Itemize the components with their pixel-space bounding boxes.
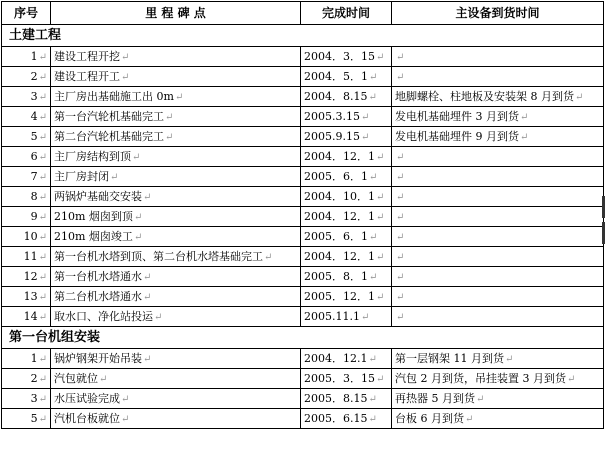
- cell-milestone: [51, 107, 301, 127]
- paragraph-mark-icon: ↵: [376, 191, 385, 203]
- paragraph-mark-icon: ↵: [376, 51, 385, 63]
- cell-equipment: [392, 127, 604, 147]
- paragraph-mark-icon: ↵: [396, 151, 405, 163]
- paragraph-mark-icon: ↵: [38, 111, 47, 123]
- cell-date: [301, 127, 392, 147]
- cell-date-text: 2004．12.1: [304, 351, 368, 365]
- cell-date-text: 2005．6．1: [304, 229, 368, 243]
- paragraph-mark-icon: ↵: [505, 353, 514, 365]
- cell-no: [2, 47, 51, 67]
- paragraph-mark-icon: ↵: [38, 271, 47, 283]
- cell-no-text: 8: [30, 189, 38, 203]
- paragraph-mark-icon: ↵: [396, 171, 405, 183]
- paragraph-mark-icon: ↵: [121, 71, 130, 83]
- paragraph-mark-icon: ↵: [396, 311, 405, 323]
- cell-equipment: [392, 349, 604, 369]
- table-row: [2, 389, 604, 409]
- paragraph-mark-icon: ↵: [520, 131, 529, 143]
- cell-no: [2, 147, 51, 167]
- cell-equipment-text: 地脚螺栓、柱地板及安装架 8 月到货: [395, 89, 574, 103]
- cell-no-text: 7: [30, 169, 38, 183]
- cell-date: [301, 287, 392, 307]
- cell-date: [301, 369, 392, 389]
- cell-equipment: [392, 207, 604, 227]
- paragraph-mark-icon: ↵: [38, 311, 47, 323]
- cell-date: [301, 227, 392, 247]
- cell-milestone: [51, 369, 301, 389]
- cell-date-text: 2005．6．1: [304, 169, 368, 183]
- cell-equipment-text: 再热器 5 月到货: [395, 391, 475, 405]
- table-row: [2, 207, 604, 227]
- paragraph-mark-icon: ↵: [38, 71, 47, 83]
- cell-no-text: 5: [30, 129, 38, 143]
- cell-no-text: 10: [23, 229, 38, 243]
- cell-date: [301, 349, 392, 369]
- cell-equipment: [392, 47, 604, 67]
- table-row: [2, 127, 604, 147]
- paragraph-mark-icon: ↵: [143, 271, 152, 283]
- paragraph-mark-icon: ↵: [38, 151, 47, 163]
- section-title: 土建工程: [2, 25, 604, 47]
- table-row: [2, 167, 604, 187]
- cell-milestone-text: 主厂房封闭: [54, 169, 109, 183]
- cell-date-text: 2004．5．1: [304, 69, 368, 83]
- paragraph-mark-icon: ↵: [376, 373, 385, 385]
- cell-equipment: [392, 247, 604, 267]
- cell-milestone-text: 建设工程开工: [54, 69, 120, 83]
- paragraph-mark-icon: ↵: [143, 191, 152, 203]
- cell-no-text: 1: [30, 49, 38, 63]
- cell-milestone: [51, 247, 301, 267]
- cell-date-text: 2004．8.15: [304, 89, 368, 103]
- table-row: [2, 307, 604, 327]
- cell-equipment-text: 台板 6 月到货: [395, 411, 464, 425]
- paragraph-mark-icon: ↵: [369, 271, 378, 283]
- paragraph-mark-icon: ↵: [566, 373, 576, 385]
- paragraph-mark-icon: ↵: [520, 111, 529, 123]
- cell-milestone-text: 主厂房出基础施工出 0m: [54, 89, 174, 103]
- table-row: [2, 87, 604, 107]
- paragraph-mark-icon: ↵: [121, 51, 130, 63]
- cell-date-text: 2005.9.15: [304, 129, 360, 143]
- milestone-table: [1, 1, 604, 429]
- cell-milestone: [51, 307, 301, 327]
- cell-no: [2, 389, 51, 409]
- cell-equipment: [392, 107, 604, 127]
- cell-date-text: 2005．3．15: [304, 371, 375, 385]
- paragraph-mark-icon: ↵: [369, 231, 378, 243]
- cell-equipment: [392, 227, 604, 247]
- table-row: [2, 147, 604, 167]
- cell-milestone: [51, 267, 301, 287]
- cell-date: [301, 207, 392, 227]
- paragraph-mark-icon: ↵: [360, 111, 370, 123]
- cell-no: [2, 369, 51, 389]
- cell-no: [2, 409, 51, 429]
- cell-date-text: 2005.3.15: [304, 109, 360, 123]
- paragraph-mark-icon: ↵: [38, 373, 47, 385]
- cell-no-text: 9: [30, 209, 38, 223]
- cell-equipment: [392, 369, 604, 389]
- header-no: 序号: [2, 2, 51, 25]
- paragraph-mark-icon: ↵: [133, 231, 143, 243]
- cell-milestone-text: 水压试验完成: [54, 391, 120, 405]
- cell-milestone: [51, 47, 301, 67]
- cell-date-text: 2005．8．1: [304, 269, 368, 283]
- cell-date-text: 2004．12．1: [304, 249, 375, 263]
- cell-equipment: [392, 409, 604, 429]
- cell-date-text: 2004．12．1: [304, 209, 375, 223]
- cell-equipment: [392, 67, 604, 87]
- cell-date: [301, 47, 392, 67]
- cell-date: [301, 307, 392, 327]
- cell-date: [301, 87, 392, 107]
- cell-no: [2, 67, 51, 87]
- cell-equipment: [392, 87, 604, 107]
- section-row: [2, 25, 604, 47]
- table-header-row: [2, 2, 604, 25]
- cell-date-text: 2004．3．15: [304, 49, 375, 63]
- cell-milestone-text: 取水口、净化站投运: [54, 309, 153, 323]
- paragraph-mark-icon: ↵: [396, 191, 405, 203]
- cell-equipment: [392, 389, 604, 409]
- cell-date-text: 2005．8.15: [304, 391, 368, 405]
- cell-no: [2, 107, 51, 127]
- cell-date: [301, 167, 392, 187]
- table-row: [2, 267, 604, 287]
- paragraph-mark-icon: ↵: [154, 311, 163, 323]
- table-row: [2, 67, 604, 87]
- cell-equipment: [392, 267, 604, 287]
- cell-equipment-text: 第一层钢架 11 月到货: [395, 351, 504, 365]
- paragraph-mark-icon: ↵: [376, 251, 385, 263]
- paragraph-mark-icon: ↵: [396, 271, 405, 283]
- cell-no: [2, 349, 51, 369]
- cell-equipment-text: 发电机基础埋件 9 月到货: [395, 129, 519, 143]
- paragraph-mark-icon: ↵: [38, 191, 47, 203]
- cell-equipment-text: 发电机基础埋件 3 月到货: [395, 109, 519, 123]
- table-row: [2, 409, 604, 429]
- paragraph-mark-icon: ↵: [476, 393, 485, 405]
- cell-date-text: 2005．12．1: [304, 289, 375, 303]
- cell-equipment: [392, 187, 604, 207]
- cell-equipment-text: 汽包 2 月到货，吊挂装置 3 月到货: [395, 371, 566, 385]
- cell-equipment: [392, 307, 604, 327]
- cell-date-text: 2005.11.1: [304, 309, 360, 323]
- cell-date: [301, 247, 392, 267]
- cell-no: [2, 267, 51, 287]
- cell-milestone-text: 汽机台板就位: [54, 411, 120, 425]
- section-title: 第一台机组安装: [2, 327, 604, 349]
- cell-no-text: 3: [30, 391, 38, 405]
- paragraph-mark-icon: ↵: [38, 211, 47, 223]
- paragraph-mark-icon: ↵: [368, 413, 377, 425]
- paragraph-mark-icon: ↵: [396, 71, 405, 83]
- cell-date: [301, 267, 392, 287]
- paragraph-mark-icon: ↵: [360, 131, 370, 143]
- cell-milestone-text: 锅炉钢架开始吊装: [54, 351, 142, 365]
- paragraph-mark-icon: ↵: [396, 51, 405, 63]
- cell-no: [2, 187, 51, 207]
- cell-milestone-text: 210m 烟囱到顶: [54, 209, 133, 223]
- paragraph-mark-icon: ↵: [368, 91, 377, 103]
- paragraph-mark-icon: ↵: [368, 393, 377, 405]
- paragraph-mark-icon: ↵: [38, 91, 47, 103]
- table-row: [2, 349, 604, 369]
- cell-no: [2, 87, 51, 107]
- paragraph-mark-icon: ↵: [369, 71, 378, 83]
- cell-no-text: 4: [30, 109, 38, 123]
- table-row: [2, 107, 604, 127]
- cell-date: [301, 409, 392, 429]
- table-row: [2, 287, 604, 307]
- paragraph-mark-icon: ↵: [174, 91, 184, 103]
- paragraph-mark-icon: ↵: [38, 291, 47, 303]
- cell-no-text: 1: [30, 351, 38, 365]
- cell-milestone-text: 主厂房结构到顶: [54, 149, 131, 163]
- paragraph-mark-icon: ↵: [396, 211, 405, 223]
- cell-milestone-text: 建设工程开挖: [54, 49, 120, 63]
- paragraph-mark-icon: ↵: [38, 393, 47, 405]
- paragraph-mark-icon: ↵: [38, 353, 47, 365]
- cell-no-text: 13: [23, 289, 38, 303]
- cell-no-text: 2: [30, 371, 38, 385]
- paragraph-mark-icon: ↵: [38, 413, 47, 425]
- paragraph-mark-icon: ↵: [575, 91, 584, 103]
- cell-no: [2, 127, 51, 147]
- section-row: [2, 327, 604, 349]
- paragraph-mark-icon: ↵: [143, 291, 152, 303]
- paragraph-mark-icon: ↵: [121, 413, 130, 425]
- cell-milestone-text: 第二台汽轮机基础完工: [54, 129, 164, 143]
- paragraph-mark-icon: ↵: [369, 171, 378, 183]
- table-row: [2, 227, 604, 247]
- paragraph-mark-icon: ↵: [376, 211, 385, 223]
- cell-milestone-text: 第一台机水塔通水: [54, 269, 142, 283]
- cell-milestone: [51, 207, 301, 227]
- cell-date-text: 2004．12．1: [304, 149, 375, 163]
- cell-date-text: 2004．10．1: [304, 189, 375, 203]
- cell-milestone: [51, 409, 301, 429]
- cell-no-text: 11: [23, 249, 38, 263]
- paragraph-mark-icon: ↵: [465, 413, 474, 425]
- cell-date: [301, 187, 392, 207]
- cell-date: [301, 389, 392, 409]
- cell-milestone: [51, 67, 301, 87]
- cell-no: [2, 227, 51, 247]
- paragraph-mark-icon: ↵: [165, 131, 174, 143]
- paragraph-mark-icon: ↵: [38, 231, 47, 243]
- cell-date: [301, 147, 392, 167]
- cell-date-text: 2005．6.15: [304, 411, 368, 425]
- paragraph-mark-icon: ↵: [376, 151, 385, 163]
- cell-milestone-text: 210m 烟囱竣工: [54, 229, 133, 243]
- paragraph-mark-icon: ↵: [110, 171, 119, 183]
- cell-no: [2, 247, 51, 267]
- paragraph-mark-icon: ↵: [133, 211, 143, 223]
- cell-no: [2, 287, 51, 307]
- header-milestone: 里 程 碑 点: [51, 2, 301, 25]
- cell-milestone-text: 第一台汽轮机基础完工: [54, 109, 164, 123]
- cell-no-text: 14: [23, 309, 38, 323]
- cell-milestone: [51, 187, 301, 207]
- paragraph-mark-icon: ↵: [38, 251, 47, 263]
- cell-milestone: [51, 287, 301, 307]
- cell-no-text: 3: [30, 89, 38, 103]
- cell-equipment: [392, 147, 604, 167]
- cell-milestone: [51, 87, 301, 107]
- cell-equipment: [392, 287, 604, 307]
- table-row: [2, 47, 604, 67]
- table-row: [2, 369, 604, 389]
- cell-milestone-text: 第二台机水塔通水: [54, 289, 142, 303]
- cell-milestone-text: 两锅炉基础交安装: [54, 189, 142, 203]
- table-row: [2, 187, 604, 207]
- cell-no-text: 6: [30, 149, 38, 163]
- cell-no: [2, 307, 51, 327]
- cell-milestone-text: 汽包就位: [54, 371, 98, 385]
- paragraph-mark-icon: ↵: [38, 171, 47, 183]
- cell-milestone: [51, 147, 301, 167]
- cell-no-text: 12: [23, 269, 38, 283]
- paragraph-mark-icon: ↵: [165, 111, 174, 123]
- paragraph-mark-icon: ↵: [132, 151, 141, 163]
- paragraph-mark-icon: ↵: [396, 291, 405, 303]
- paragraph-mark-icon: ↵: [368, 353, 377, 365]
- header-equipment: 主设备到货时间: [392, 2, 604, 25]
- cell-no: [2, 207, 51, 227]
- cell-milestone: [51, 127, 301, 147]
- cell-no-text: 5: [30, 411, 38, 425]
- paragraph-mark-icon: ↵: [38, 51, 47, 63]
- cell-milestone: [51, 227, 301, 247]
- paragraph-mark-icon: ↵: [264, 251, 273, 263]
- table-row: [2, 247, 604, 267]
- cell-no-text: 2: [30, 69, 38, 83]
- paragraph-mark-icon: ↵: [376, 291, 385, 303]
- cell-milestone: [51, 389, 301, 409]
- paragraph-mark-icon: ↵: [396, 231, 405, 243]
- header-date: 完成时间: [301, 2, 392, 25]
- cell-date: [301, 67, 392, 87]
- cell-no: [2, 167, 51, 187]
- cell-milestone: [51, 349, 301, 369]
- cell-milestone: [51, 167, 301, 187]
- cell-date: [301, 107, 392, 127]
- cell-milestone-text: 第一台机水塔到顶、第二台机水塔基础完工: [54, 249, 263, 263]
- paragraph-mark-icon: ↵: [143, 353, 152, 365]
- paragraph-mark-icon: ↵: [360, 311, 370, 323]
- table-body: [2, 25, 604, 429]
- cell-equipment: [392, 167, 604, 187]
- paragraph-mark-icon: ↵: [38, 131, 47, 143]
- paragraph-mark-icon: ↵: [396, 251, 405, 263]
- paragraph-mark-icon: ↵: [99, 373, 108, 385]
- paragraph-mark-icon: ↵: [121, 393, 130, 405]
